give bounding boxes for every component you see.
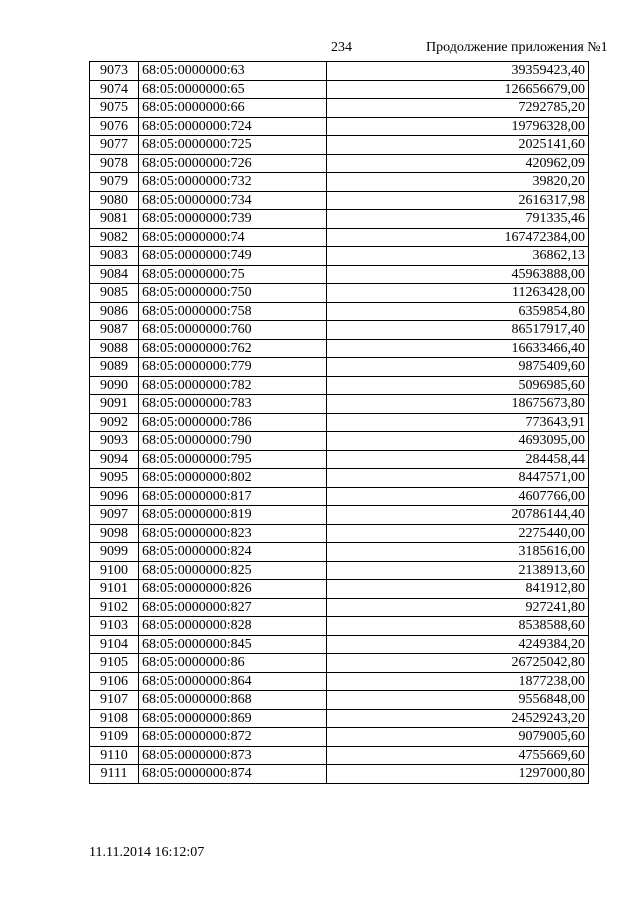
table-row: [90, 395, 589, 414]
row-number-cell: 9094: [90, 450, 139, 469]
row-number-cell: 9083: [90, 247, 139, 266]
table-row: [90, 136, 589, 155]
cadastral-value-table: [89, 61, 589, 784]
cadastral-value-cell: 4693095,00: [327, 432, 589, 451]
cadastral-value-cell: 18675673,80: [327, 395, 589, 414]
row-number-cell: 9073: [90, 62, 139, 81]
table-row: [90, 99, 589, 118]
table-row: [90, 80, 589, 99]
cadastral-number-cell: 68:05:0000000:786: [139, 413, 327, 432]
row-number-cell: 9099: [90, 543, 139, 562]
cadastral-number-cell: 68:05:0000000:724: [139, 117, 327, 136]
cadastral-number-cell: 68:05:0000000:869: [139, 709, 327, 728]
cadastral-value-cell: 16633466,40: [327, 339, 589, 358]
cadastral-value-cell: 86517917,40: [327, 321, 589, 340]
cadastral-number-cell: 68:05:0000000:872: [139, 728, 327, 747]
table-row: [90, 376, 589, 395]
row-number-cell: 9111: [90, 765, 139, 784]
row-number-cell: 9093: [90, 432, 139, 451]
cadastral-value-cell: 26725042,80: [327, 654, 589, 673]
cadastral-value-cell: 7292785,20: [327, 99, 589, 118]
cadastral-number-cell: 68:05:0000000:725: [139, 136, 327, 155]
cadastral-number-cell: 68:05:0000000:758: [139, 302, 327, 321]
cadastral-number-cell: 68:05:0000000:874: [139, 765, 327, 784]
cadastral-number-cell: 68:05:0000000:827: [139, 598, 327, 617]
cadastral-value-cell: 927241,80: [327, 598, 589, 617]
cadastral-number-cell: 68:05:0000000:762: [139, 339, 327, 358]
cadastral-value-cell: 2138913,60: [327, 561, 589, 580]
row-number-cell: 9077: [90, 136, 139, 155]
table-row: [90, 691, 589, 710]
cadastral-number-cell: 68:05:0000000:828: [139, 617, 327, 636]
row-number-cell: 9101: [90, 580, 139, 599]
table-row: [90, 432, 589, 451]
cadastral-value-cell: 45963888,00: [327, 265, 589, 284]
cadastral-number-cell: 68:05:0000000:74: [139, 228, 327, 247]
cadastral-value-cell: 39820,20: [327, 173, 589, 192]
cadastral-number-cell: 68:05:0000000:790: [139, 432, 327, 451]
cadastral-number-cell: 68:05:0000000:750: [139, 284, 327, 303]
row-number-cell: 9109: [90, 728, 139, 747]
cadastral-value-cell: 1877238,00: [327, 672, 589, 691]
table-row: [90, 709, 589, 728]
cadastral-number-cell: 68:05:0000000:817: [139, 487, 327, 506]
cadastral-value-cell: 126656679,00: [327, 80, 589, 99]
cadastral-number-cell: 68:05:0000000:825: [139, 561, 327, 580]
table-row: [90, 210, 589, 229]
row-number-cell: 9096: [90, 487, 139, 506]
row-number-cell: 9103: [90, 617, 139, 636]
cadastral-number-cell: 68:05:0000000:823: [139, 524, 327, 543]
cadastral-value-cell: 24529243,20: [327, 709, 589, 728]
cadastral-value-cell: 2275440,00: [327, 524, 589, 543]
cadastral-value-cell: 3185616,00: [327, 543, 589, 562]
cadastral-value-cell: 167472384,00: [327, 228, 589, 247]
cadastral-value-cell: 791335,46: [327, 210, 589, 229]
row-number-cell: 9100: [90, 561, 139, 580]
table-row: [90, 450, 589, 469]
row-number-cell: 9082: [90, 228, 139, 247]
table-row: [90, 284, 589, 303]
row-number-cell: 9075: [90, 99, 139, 118]
row-number-cell: 9089: [90, 358, 139, 377]
table-row: [90, 358, 589, 377]
cadastral-number-cell: 68:05:0000000:795: [139, 450, 327, 469]
table-row: [90, 62, 589, 81]
cadastral-number-cell: 68:05:0000000:66: [139, 99, 327, 118]
table-row: [90, 617, 589, 636]
row-number-cell: 9088: [90, 339, 139, 358]
table-row: [90, 247, 589, 266]
row-number-cell: 9104: [90, 635, 139, 654]
row-number-cell: 9080: [90, 191, 139, 210]
row-number-cell: 9091: [90, 395, 139, 414]
table-row: [90, 506, 589, 525]
cadastral-number-cell: 68:05:0000000:782: [139, 376, 327, 395]
cadastral-number-cell: 68:05:0000000:726: [139, 154, 327, 173]
cadastral-value-cell: 841912,80: [327, 580, 589, 599]
table-row: [90, 635, 589, 654]
row-number-cell: 9105: [90, 654, 139, 673]
cadastral-number-cell: 68:05:0000000:783: [139, 395, 327, 414]
row-number-cell: 9081: [90, 210, 139, 229]
cadastral-value-cell: 284458,44: [327, 450, 589, 469]
row-number-cell: 9090: [90, 376, 139, 395]
row-number-cell: 9097: [90, 506, 139, 525]
cadastral-number-cell: 68:05:0000000:802: [139, 469, 327, 488]
table-row: [90, 302, 589, 321]
cadastral-number-cell: 68:05:0000000:732: [139, 173, 327, 192]
row-number-cell: 9085: [90, 284, 139, 303]
table-row: [90, 728, 589, 747]
cadastral-value-cell: 5096985,60: [327, 376, 589, 395]
cadastral-value-cell: 773643,91: [327, 413, 589, 432]
cadastral-number-cell: 68:05:0000000:749: [139, 247, 327, 266]
cadastral-number-cell: 68:05:0000000:824: [139, 543, 327, 562]
cadastral-number-cell: 68:05:0000000:734: [139, 191, 327, 210]
cadastral-value-cell: 36862,13: [327, 247, 589, 266]
cadastral-number-cell: 68:05:0000000:63: [139, 62, 327, 81]
row-number-cell: 9092: [90, 413, 139, 432]
table-row: [90, 339, 589, 358]
cadastral-value-cell: 9079005,60: [327, 728, 589, 747]
row-number-cell: 9102: [90, 598, 139, 617]
cadastral-number-cell: 68:05:0000000:739: [139, 210, 327, 229]
table-row: [90, 524, 589, 543]
table-row: [90, 265, 589, 284]
cadastral-value-cell: 20786144,40: [327, 506, 589, 525]
print-timestamp: 11.11.2014 16:12:07: [89, 845, 205, 860]
cadastral-number-cell: 68:05:0000000:86: [139, 654, 327, 673]
row-number-cell: 9098: [90, 524, 139, 543]
cadastral-number-cell: 68:05:0000000:65: [139, 80, 327, 99]
cadastral-value-cell: 8447571,00: [327, 469, 589, 488]
cadastral-value-cell: 2616317,98: [327, 191, 589, 210]
row-number-cell: 9078: [90, 154, 139, 173]
table-row: [90, 191, 589, 210]
row-number-cell: 9076: [90, 117, 139, 136]
cadastral-value-cell: 39359423,40: [327, 62, 589, 81]
table-row: [90, 765, 589, 784]
table-row: [90, 561, 589, 580]
cadastral-number-cell: 68:05:0000000:868: [139, 691, 327, 710]
row-number-cell: 9084: [90, 265, 139, 284]
table-row: [90, 543, 589, 562]
table-row: [90, 746, 589, 765]
table-row: [90, 413, 589, 432]
cadastral-value-cell: 4607766,00: [327, 487, 589, 506]
row-number-cell: 9086: [90, 302, 139, 321]
table-row: [90, 469, 589, 488]
row-number-cell: 9079: [90, 173, 139, 192]
cadastral-number-cell: 68:05:0000000:779: [139, 358, 327, 377]
cadastral-value-cell: 1297000,80: [327, 765, 589, 784]
table-row: [90, 154, 589, 173]
cadastral-value-cell: 2025141,60: [327, 136, 589, 155]
cadastral-number-cell: 68:05:0000000:760: [139, 321, 327, 340]
row-number-cell: 9095: [90, 469, 139, 488]
cadastral-value-cell: 9875409,60: [327, 358, 589, 377]
row-number-cell: 9107: [90, 691, 139, 710]
cadastral-value-cell: 19796328,00: [327, 117, 589, 136]
row-number-cell: 9106: [90, 672, 139, 691]
row-number-cell: 9110: [90, 746, 139, 765]
page-number: 234: [331, 40, 352, 55]
cadastral-value-cell: 420962,09: [327, 154, 589, 173]
cadastral-number-cell: 68:05:0000000:864: [139, 672, 327, 691]
table-row: [90, 654, 589, 673]
table-row: [90, 173, 589, 192]
table-row: [90, 598, 589, 617]
table-body: [90, 62, 589, 784]
appendix-continuation-note: Продолжение приложения №1: [426, 40, 608, 55]
cadastral-number-cell: 68:05:0000000:826: [139, 580, 327, 599]
table-row: [90, 321, 589, 340]
cadastral-value-cell: 4755669,60: [327, 746, 589, 765]
row-number-cell: 9108: [90, 709, 139, 728]
cadastral-number-cell: 68:05:0000000:819: [139, 506, 327, 525]
table-row: [90, 487, 589, 506]
cadastral-value-cell: 8538588,60: [327, 617, 589, 636]
table-row: [90, 117, 589, 136]
table-row: [90, 672, 589, 691]
cadastral-value-cell: 9556848,00: [327, 691, 589, 710]
cadastral-value-cell: 4249384,20: [327, 635, 589, 654]
cadastral-number-cell: 68:05:0000000:845: [139, 635, 327, 654]
table-row: [90, 228, 589, 247]
row-number-cell: 9087: [90, 321, 139, 340]
cadastral-value-cell: 6359854,80: [327, 302, 589, 321]
cadastral-value-cell: 11263428,00: [327, 284, 589, 303]
cadastral-number-cell: 68:05:0000000:873: [139, 746, 327, 765]
row-number-cell: 9074: [90, 80, 139, 99]
table-row: [90, 580, 589, 599]
cadastral-number-cell: 68:05:0000000:75: [139, 265, 327, 284]
